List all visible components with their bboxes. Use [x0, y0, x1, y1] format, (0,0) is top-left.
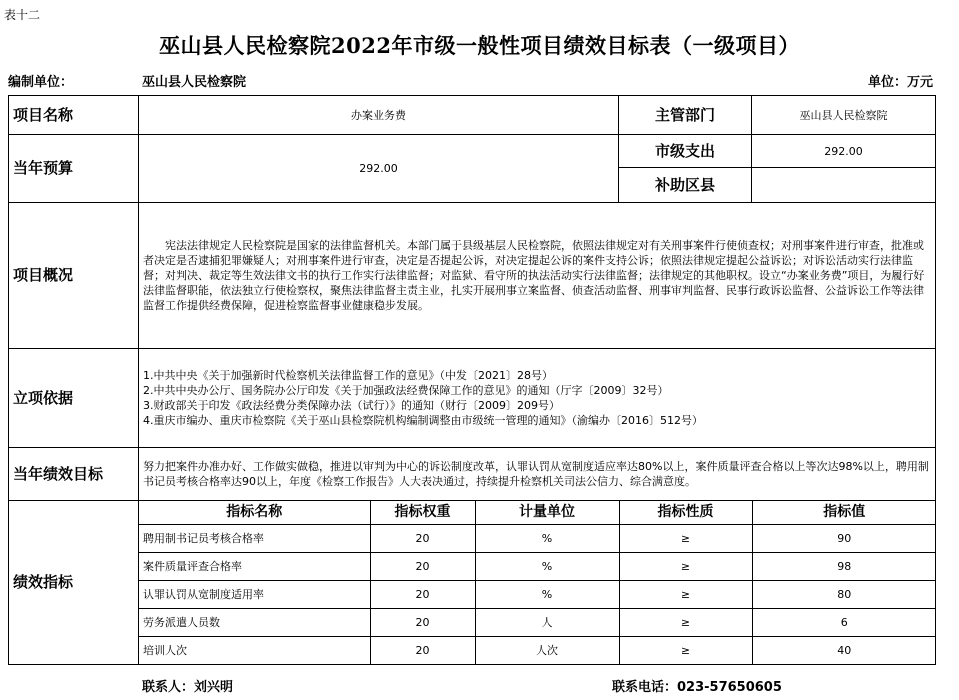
header-unit: 计量单位 — [475, 501, 619, 525]
goal-text: 努力把案件办准办好、工作做实做稳，推进以审判为中心的诉讼制度改革，认罪认罚从宽制度适应率达80%以上，案件质量评查合格以上等次达98%以上，聘用制书记员考核合格率达90以上，年度《检察工作报告》人大表决通过，持续提升检察机关司法公信力、综合满意度。 — [139, 448, 936, 501]
basis-list — [139, 349, 936, 448]
indicator-nature: ≥ — [619, 525, 752, 553]
indicator-name: 案件质量评查合格率 — [139, 553, 370, 581]
subsidy-label: 补助区县 — [619, 168, 752, 203]
goal-label: 当年绩效目标 — [9, 448, 139, 501]
unit-value: 巫山县人民检察院 — [142, 75, 247, 90]
indicator-value: 80 — [752, 581, 936, 609]
city-exp-value: 292.00 — [752, 135, 936, 168]
indicator-unit: % — [475, 525, 619, 553]
basis-item: 2.中共中央办公厅、国务院办公厅印发《关于加强政法经费保障工作的意见》的通知（厅字〔2009〕32号） — [143, 384, 669, 397]
dept-label: 主管部门 — [619, 96, 752, 135]
indicators-table — [139, 501, 936, 664]
performance-table — [8, 95, 936, 665]
indicator-weight: 20 — [370, 637, 475, 665]
page-title: 巫山县人民检察院2022年市级一般性项目绩效目标表（一级项目） — [159, 33, 800, 58]
indicator-weight: 20 — [370, 553, 475, 581]
indicator-nature: ≥ — [619, 553, 752, 581]
indicator-value: 6 — [752, 609, 936, 637]
indicators-label: 绩效指标 — [9, 501, 139, 665]
table-row — [139, 525, 936, 553]
table-row — [139, 553, 936, 581]
header-nature: 指标性质 — [619, 501, 752, 525]
indicator-nature: ≥ — [619, 637, 752, 665]
indicator-name: 认罪认罚从宽制度适用率 — [139, 581, 370, 609]
overview-label: 项目概况 — [9, 203, 139, 349]
budget-label: 当年预算 — [9, 135, 139, 203]
indicator-unit: 人 — [475, 609, 619, 637]
indicator-weight: 20 — [370, 525, 475, 553]
table-row — [139, 581, 936, 609]
indicators-cell — [139, 501, 936, 665]
indicator-unit: % — [475, 553, 619, 581]
indicator-unit: % — [475, 581, 619, 609]
contact-person: 联系人：刘兴明 — [142, 680, 234, 695]
table-row — [139, 609, 936, 637]
basis-label: 立项依据 — [9, 349, 139, 448]
basis-item: 4.重庆市编办、重庆市检察院《关于巫山县检察院机构编制调整由市级统一管理的通知》（渝编办〔2016〕512号） — [143, 414, 703, 427]
indicator-nature: ≥ — [619, 609, 752, 637]
table-row — [139, 637, 936, 665]
overview-text: 宪法法律规定人民检察院是国家的法律监督机关。本部门属于县级基层人民检察院，依照法律规定对有关刑事案件行使侦查权；对刑事案件进行审查，批准或者决定是否逮捕犯罪嫌疑人；对刑事案件进行审查，决定是否提起公诉，对决定提起公诉的案件支持公诉；依照法律规定提起公益诉讼；对诉讼活动实行法律监督；对判决、裁定等生效法律文书的执行工作实行法律监督；对监狱、看守所的执法活动实行法律监督；法律规定的其他职权。设立“办案业务费”项目，为履行好法律监督职能，依法独立行使检察权，聚焦法律监督主责主业，扎实开展刑事立案监督、侦查活动监督、刑事审判监督、民事行政诉讼监督、公益诉讼工作等法律监督工作提供经费保障，促进检察监督事业健康稳步发展。 — [139, 203, 936, 349]
header-weight: 指标权重 — [370, 501, 475, 525]
subsidy-value — [752, 168, 936, 203]
indicator-name: 劳务派遣人员数 — [139, 609, 370, 637]
basis-item: 1.中共中央《关于加强新时代检察机关法律监督工作的意见》（中发〔2021〕28号） — [143, 369, 553, 382]
indicator-value: 98 — [752, 553, 936, 581]
city-exp-label: 市级支出 — [619, 135, 752, 168]
indicator-name: 培训人次 — [139, 637, 370, 665]
header-value: 指标值 — [752, 501, 936, 525]
project-name-label: 项目名称 — [9, 96, 139, 135]
header-indicator-name: 指标名称 — [139, 501, 370, 525]
unit-label: 编制单位： — [8, 75, 74, 90]
indicator-name: 聘用制书记员考核合格率 — [139, 525, 370, 553]
dept-value: 巫山县人民检察院 — [752, 96, 936, 135]
contact-phone: 联系电话：023-57650605 — [612, 680, 782, 695]
indicator-weight: 20 — [370, 581, 475, 609]
indicator-value: 90 — [752, 525, 936, 553]
indicator-unit: 人次 — [475, 637, 619, 665]
indicator-value: 40 — [752, 637, 936, 665]
indicator-nature: ≥ — [619, 581, 752, 609]
budget-value: 292.00 — [139, 135, 619, 203]
indicators-header-row — [139, 501, 936, 525]
indicator-weight: 20 — [370, 609, 475, 637]
basis-item: 3.财政部关于印发《政法经费分类保障办法（试行）》的通知（财行〔2009〕209号） — [143, 399, 560, 412]
table-tag: 表十二 — [4, 8, 41, 22]
project-name-value: 办案业务费 — [139, 96, 619, 135]
currency-unit: 单位：万元 — [867, 75, 933, 90]
